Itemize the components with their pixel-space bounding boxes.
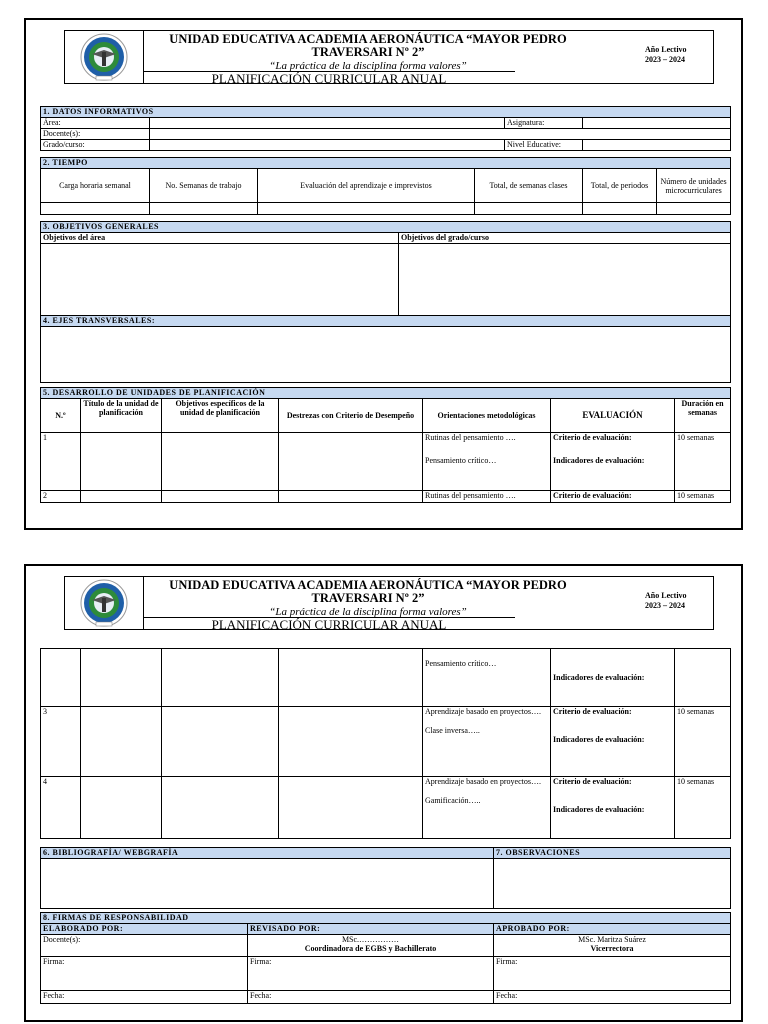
unit-skills-field[interactable] bbox=[279, 491, 423, 503]
tiempo-col-header: No. Semanas de trabajo bbox=[150, 169, 258, 203]
unidades-table bbox=[40, 387, 731, 503]
criterio-label: Criterio de evaluación: bbox=[553, 777, 632, 786]
school-name bbox=[143, 579, 593, 605]
indicadores-label: Indicadores de evaluación: bbox=[553, 735, 645, 744]
school-logo bbox=[65, 31, 144, 83]
tiempo-col-header: Evaluación del aprendizaje e imprevistos bbox=[258, 169, 475, 203]
indicadores-label: Indicadores de evaluación: bbox=[553, 456, 645, 465]
table-row bbox=[41, 707, 731, 777]
unit-skills-field[interactable] bbox=[279, 433, 423, 491]
unit-title-field[interactable] bbox=[81, 777, 162, 839]
school-year-label: Año Lectivo bbox=[645, 45, 687, 54]
unit-title-field[interactable] bbox=[81, 649, 162, 707]
unit-duration: 10 semanas bbox=[675, 777, 731, 839]
tiempo-col-header: Número de unidades microcurriculares bbox=[657, 169, 731, 203]
objetivos-area-label: Objetivos del área bbox=[41, 233, 399, 244]
revisor-name: MSc.…………… bbox=[341, 935, 400, 944]
aprobador-name: MSc. Maritza Suárez bbox=[578, 935, 646, 944]
indicadores-label: Indicadores de evaluación: bbox=[553, 805, 645, 814]
unidades-table-continued bbox=[40, 648, 731, 839]
revisor-signer bbox=[248, 935, 494, 957]
school-name-line1: UNIDAD EDUCATIVA ACADEMIA AERONÁUTICA “MAYOR PEDRO bbox=[169, 578, 567, 592]
section-heading: 7. OBSERVACIONES bbox=[494, 848, 731, 859]
docente-field[interactable] bbox=[150, 129, 731, 140]
unidades-col-header: Destrezas con Criterio de Desempeño bbox=[279, 399, 423, 433]
school-motto: “La práctica de la disciplina forma valores” bbox=[269, 606, 467, 618]
section-heading: 4. EJES TRANSVERSALES: bbox=[41, 316, 731, 327]
unidades-field[interactable] bbox=[657, 203, 731, 215]
asignatura-field[interactable] bbox=[583, 118, 731, 129]
unit-number: 4 bbox=[41, 777, 81, 839]
table-row bbox=[41, 649, 731, 707]
criterio-label: Criterio de evaluación: bbox=[553, 707, 632, 716]
unit-title-field[interactable] bbox=[81, 707, 162, 777]
total-periodos-field[interactable] bbox=[583, 203, 657, 215]
method-item: Aprendizaje basado en proyectos…. bbox=[425, 777, 541, 786]
firma-field[interactable]: Firma: bbox=[248, 957, 494, 991]
method-item: Gamificación….. bbox=[425, 796, 481, 805]
method-item: Pensamiento crítico… bbox=[425, 659, 497, 668]
school-year-value: 2023 – 2024 bbox=[645, 55, 685, 64]
fecha-field[interactable]: Fecha: bbox=[248, 991, 494, 1004]
document-header bbox=[64, 30, 714, 84]
aprobador-signer bbox=[494, 935, 731, 957]
section-heading: 8. FIRMAS DE RESPONSABILIDAD bbox=[41, 913, 731, 924]
objetivos-grado-label: Objetivos del grado/curso bbox=[399, 233, 731, 244]
area-label: Área: bbox=[41, 118, 150, 129]
unit-objectives-field[interactable] bbox=[162, 491, 279, 503]
method-item: Rutinas del pensamiento …. bbox=[425, 433, 516, 442]
unit-title-field[interactable] bbox=[81, 491, 162, 503]
school-motto: “La práctica de la disciplina forma valores” bbox=[269, 60, 467, 72]
ejes-field[interactable] bbox=[41, 327, 731, 383]
method-item: Rutinas del pensamiento …. bbox=[423, 491, 551, 503]
criterio-label: Criterio de evaluación: bbox=[553, 433, 632, 442]
school-year-value: 2023 – 2024 bbox=[645, 601, 685, 610]
unidades-col-header: EVALUACIÓN bbox=[551, 399, 675, 433]
bibliografia-table bbox=[40, 847, 731, 909]
unit-methods bbox=[423, 433, 551, 491]
evaluacion-field[interactable] bbox=[258, 203, 475, 215]
unit-objectives-field[interactable] bbox=[162, 707, 279, 777]
unit-number: 3 bbox=[41, 707, 81, 777]
revisor-role: Coordinadora de EGBS y Bachillerato bbox=[304, 944, 437, 953]
unidades-col-header: N.º bbox=[41, 399, 81, 433]
aprobado-label: APROBADO POR: bbox=[494, 924, 731, 935]
criterio-label: Criterio de evaluación: bbox=[551, 491, 675, 503]
page-1 bbox=[24, 18, 743, 530]
unit-objectives-field[interactable] bbox=[162, 649, 279, 707]
unit-number: 1 bbox=[41, 433, 81, 491]
aprobador-role: Vicerrectora bbox=[590, 944, 634, 953]
school-logo bbox=[65, 577, 144, 629]
firma-field[interactable]: Firma: bbox=[41, 957, 248, 991]
method-item: Pensamiento crítico… bbox=[425, 456, 497, 465]
unit-duration: 10 semanas bbox=[675, 707, 731, 777]
unidades-col-header: Orientaciones metodológicas bbox=[423, 399, 551, 433]
unit-evaluation bbox=[551, 777, 675, 839]
table-row bbox=[41, 491, 731, 503]
grado-label: Grado/curso: bbox=[41, 140, 150, 151]
unidades-col-header: Título de la unidad de planificación bbox=[81, 399, 162, 433]
objetivos-table bbox=[40, 221, 731, 383]
unit-number: 2 bbox=[41, 491, 81, 503]
total-semanas-field[interactable] bbox=[475, 203, 583, 215]
objetivos-grado-field[interactable] bbox=[399, 244, 731, 316]
unidades-col-header: Duración en semanas bbox=[675, 399, 731, 433]
nivel-label: Nivel Educative: bbox=[505, 140, 583, 151]
unit-title-field[interactable] bbox=[81, 433, 162, 491]
objetivos-area-field[interactable] bbox=[41, 244, 399, 316]
unit-duration: 10 semanas bbox=[675, 433, 731, 491]
unit-skills-field[interactable] bbox=[279, 707, 423, 777]
document-title: PLANIFICACIÓN CURRICULAR ANUAL bbox=[143, 71, 515, 84]
area-field[interactable] bbox=[150, 118, 505, 129]
document-header bbox=[64, 576, 714, 630]
page-2 bbox=[24, 564, 743, 1022]
method-item: Clase inversa….. bbox=[425, 726, 480, 735]
section-heading: 5. DESARROLLO DE UNIDADES DE PLANIFICACIÓN bbox=[41, 388, 731, 399]
school-year-label: Año Lectivo bbox=[645, 591, 687, 600]
school-name-line2: TRAVERSARI Nº 2” bbox=[311, 45, 425, 59]
tiempo-col-header: Total, de periodos bbox=[583, 169, 657, 203]
nivel-field[interactable] bbox=[583, 140, 731, 151]
observaciones-field[interactable] bbox=[494, 859, 731, 909]
firma-field[interactable]: Firma: bbox=[494, 957, 731, 991]
firmas-table bbox=[40, 912, 731, 1004]
fecha-field[interactable]: Fecha: bbox=[494, 991, 731, 1004]
unit-methods bbox=[423, 707, 551, 777]
elaborado-label: ELABORADO POR: bbox=[41, 924, 248, 935]
carga-field[interactable] bbox=[41, 203, 150, 215]
tiempo-col-header: Carga horaria semanal bbox=[41, 169, 150, 203]
unit-objectives-field[interactable] bbox=[162, 777, 279, 839]
document-title: PLANIFICACIÓN CURRICULAR ANUAL bbox=[143, 617, 515, 630]
school-year bbox=[645, 45, 715, 65]
docente-signer: Docente(s): bbox=[41, 935, 248, 957]
method-item: Aprendizaje basado en proyectos…. bbox=[425, 707, 541, 716]
semanas-field[interactable] bbox=[150, 203, 258, 215]
unit-duration: 10 semanas bbox=[675, 491, 731, 503]
school-name bbox=[143, 33, 593, 59]
school-year bbox=[645, 591, 715, 611]
table-row bbox=[41, 433, 731, 491]
unit-objectives-field[interactable] bbox=[162, 433, 279, 491]
unit-evaluation bbox=[551, 707, 675, 777]
table-row bbox=[41, 777, 731, 839]
tiempo-col-header: Total, de semanas clases bbox=[475, 169, 583, 203]
section-heading: 3. OBJETIVOS GENERALES bbox=[41, 222, 731, 233]
unit-evaluation bbox=[551, 433, 675, 491]
unit-skills-field[interactable] bbox=[279, 649, 423, 707]
indicadores-label: Indicadores de evaluación: bbox=[551, 649, 675, 707]
section-heading: 6. BIBLIOGRAFÍA/ WEBGRAFÍA bbox=[41, 848, 494, 859]
unit-methods bbox=[423, 777, 551, 839]
fecha-field[interactable]: Fecha: bbox=[41, 991, 248, 1004]
datos-tiempo-table bbox=[40, 106, 731, 215]
section-heading: 1. DATOS INFORMATIVOS bbox=[41, 107, 731, 118]
asignatura-label: Asignatura: bbox=[505, 118, 583, 129]
unidades-col-header: Objetivos específicos de la unidad de planificación bbox=[162, 399, 279, 433]
unit-methods bbox=[423, 649, 551, 707]
docente-label: Docente(s): bbox=[41, 129, 150, 140]
school-name-line2: TRAVERSARI Nº 2” bbox=[311, 591, 425, 605]
revisado-label: REVISADO POR: bbox=[248, 924, 494, 935]
unit-skills-field[interactable] bbox=[279, 777, 423, 839]
school-name-line1: UNIDAD EDUCATIVA ACADEMIA AERONÁUTICA “MAYOR PEDRO bbox=[169, 32, 567, 46]
bibliografia-field[interactable] bbox=[41, 859, 494, 909]
grado-field[interactable] bbox=[150, 140, 505, 151]
section-heading: 2. TIEMPO bbox=[41, 158, 731, 169]
